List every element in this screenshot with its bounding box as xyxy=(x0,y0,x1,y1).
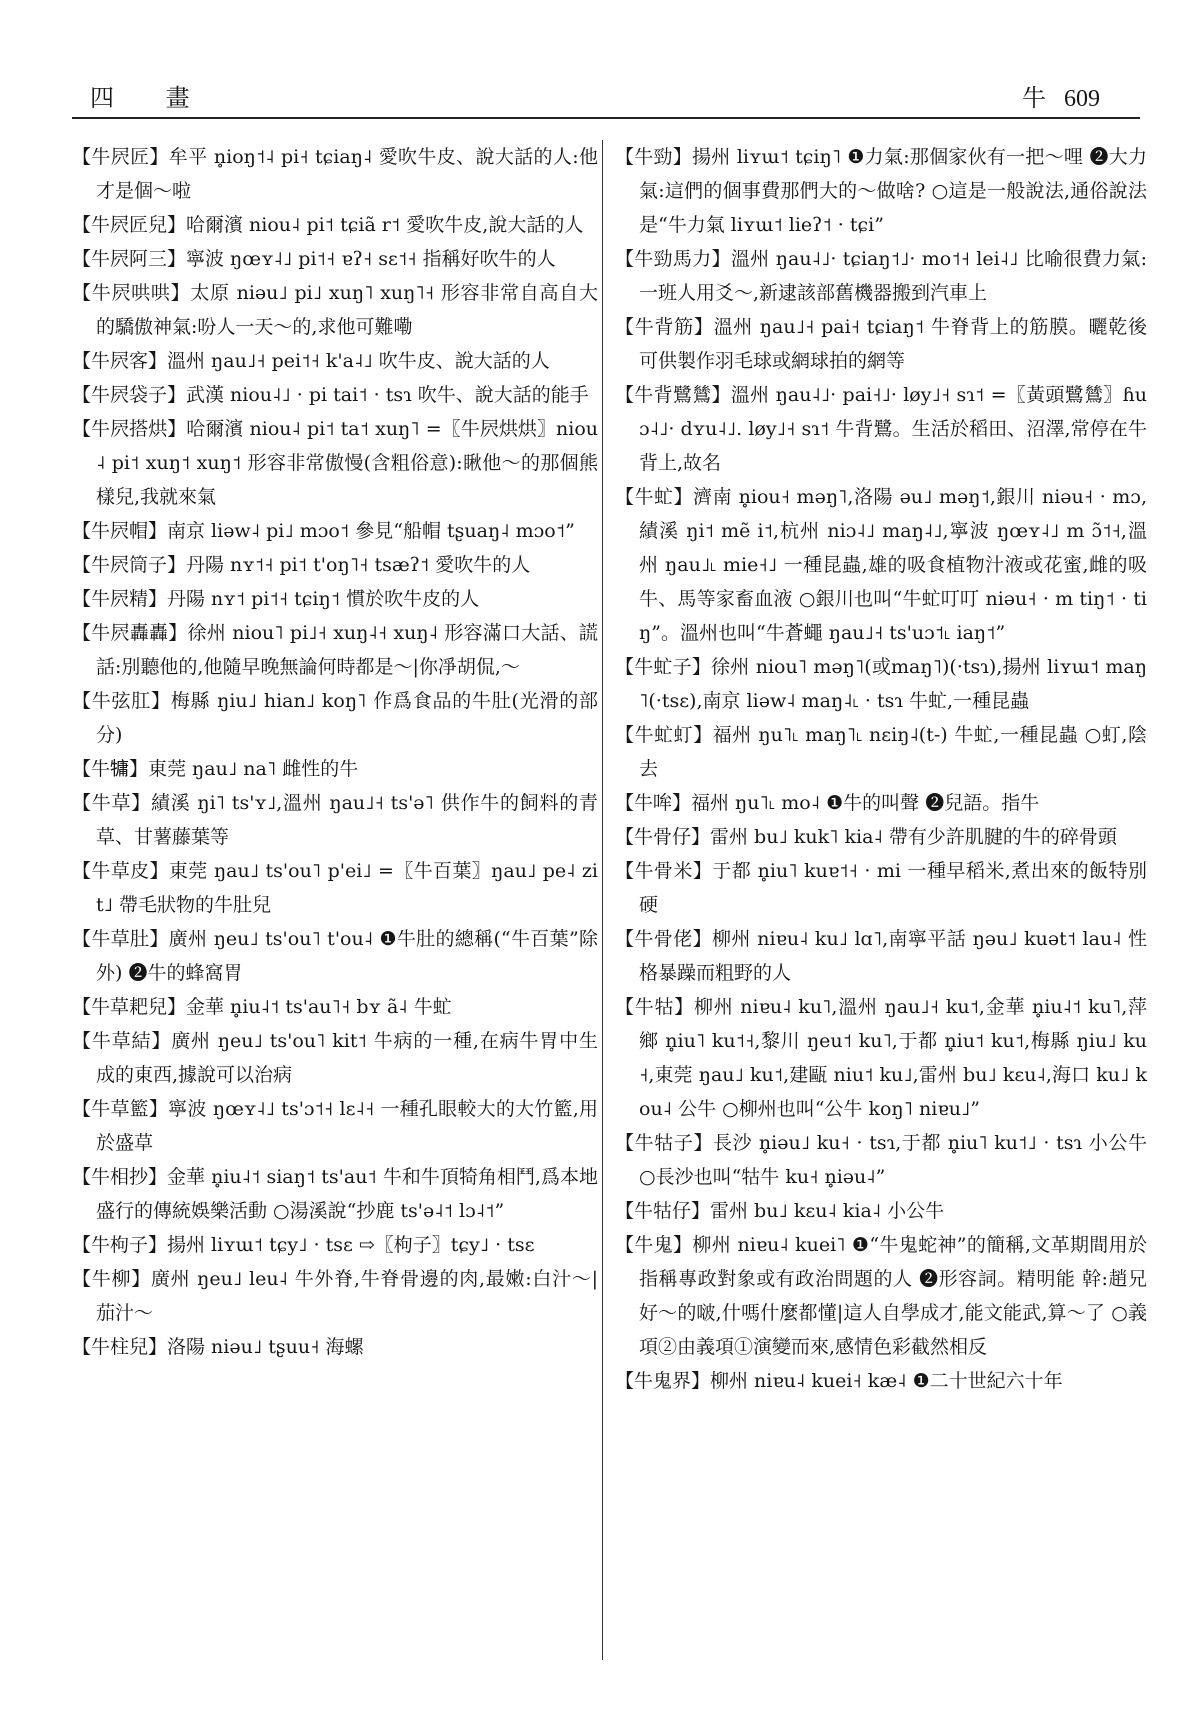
dictionary-entry: 【牛相抄】金華 n̥iu˨˦ siaŋ˦ ts'au˦ 牛和牛頂犄角相鬥,爲本地盛行的傳統娛樂活動 ○湯溪說“抄鹿 ts'ə˨˦ lɔ˨˦” xyxy=(72,1166,598,1222)
dictionary-entry: 【牛牯子】長沙 n̥iəu˩ ku˧ · tsɿ,于都 n̥iu˥ ku˦˩ · tsɿ 小公牛 ○長沙也叫“牯牛 ku˧ n̥iəu˨” xyxy=(615,1132,1147,1188)
dictionary-entry: 【牛虻】濟南 n̥iou˧ məŋ˥,洛陽 əu˩ məŋ˦,銀川 niəu˧ · mɔ,績溪 ŋi˦ mẽ i˦,杭州 niɔ˨˩ maŋ˨˩,寧波 ŋœʏ˨˩ m ɔ̃˦˧,溫州 ŋau˩˪ mie˧˩ 一種昆蟲,雄的吸食植物汁液或花蜜,雌的吸牛、馬等家畜血液 ○銀川也叫“牛虻叮叮 niəu˧ · m tiŋ˦ · tiŋ”。溫州也叫“牛蒼蠅 ŋau˩˧ ts'uɔ˦˪ iaŋ˦” xyxy=(615,486,1147,644)
dictionary-entry: 【牛骨佬】柳州 niɐu˨ ku˩ lɑ˥,南寧平話 ŋəu˩ kuət˦ lau˨ 性格暴躁而粗野的人 xyxy=(615,928,1147,984)
dictionary-entry: 【牛柳】廣州 ŋeu˩ leu˨ 牛外脊,牛脊骨邊的肉,最嫩:白汁～|茄汁～ xyxy=(72,1268,598,1324)
dictionary-entry: 【牛勁馬力】溫州 ŋau˨˩· tɕiaŋ˦˩· mo˦˧ lei˨˩ 比喻很費力氣:一班人用爻～,新逮該部舊機器搬到汽車上 xyxy=(615,248,1147,304)
left-column xyxy=(72,140,598,1364)
dictionary-entry: 【牛屄哄哄】太原 niəu˩ pi˩ xuŋ˥ xuŋ˥˧ 形容非常自高自大的驕傲神氣:吩人一天～的,求他可難嘞 xyxy=(72,282,598,338)
dictionary-entry: 【牛哞】福州 ŋu˥˪ mo˨ ❶牛的叫聲 ❷兒語。指牛 xyxy=(615,792,1040,814)
dictionary-entry: 【牛屄筒子】丹陽 nʏ˦˧ pi˦ t'oŋ˥˧ tsæʔ˦ 愛吹牛的人 xyxy=(72,554,531,576)
dictionary-entry: 【牛草結】廣州 ŋeu˩ ts'ou˥ kit˦ 牛病的一種,在病牛胃中生成的東西,據說可以治病 xyxy=(72,1030,598,1086)
page-index xyxy=(1022,78,1100,113)
dictionary-entry: 【牛牯】柳州 niɐu˨ ku˥,溫州 ŋau˩˧ ku˦,金華 n̥iu˨˦ ku˥,萍鄉 n̥iu˥ ku˦˧,黎川 ŋeu˦ ku˥,于都 n̥iu˦ ku˦,梅縣 ŋiu˩ ku˧,東莞 ŋau˩ ku˦,建甌 niu˦ ku˩,雷州 bu˩ kɛu˨,海口 ku˩ kou˨ 公牛 ○柳州也叫“公牛 koŋ˥ niɐu˩” xyxy=(615,996,1147,1120)
dictionary-entry: 【牛柱兒】洛陽 niəu˩ tʂuu˧ 海螺 xyxy=(72,1336,364,1358)
dictionary-entry: 【牛虻子】徐州 niou˥ məŋ˥(或maŋ˥)(·tsɿ),揚州 liʏɯ˦ maŋ˥(·tsɛ),南京 liəw˨ maŋ˨˪ · tsɿ 牛虻,一種昆蟲 xyxy=(615,656,1147,712)
dictionary-entry: 【牛草皮】東莞 ŋau˩ ts'ou˥ p'ei˩ =〖牛百葉〗ŋau˩ pe˨ zit˩ 帶毛狀物的牛肚兒 xyxy=(72,860,598,916)
dictionary-entry: 【牛牯仔】雷州 bu˩ kɛu˨ kia˨ 小公牛 xyxy=(615,1200,945,1222)
dictionary-entry: 【牛背鷺鷥】溫州 ŋau˨˩· pai˧˩· løy˩˧ sɿ˦ =〖黃頭鷺鷥〗ɦuɔ˨˩· dʏu˨˩. løy˩˧ sɿ˦ 牛背鷺。生活於稻田、沼澤,常停在牛背上,故名 xyxy=(615,384,1147,474)
dictionary-entry: 【牛鬼】柳州 niɐu˨ kuei˥ ❶“牛鬼蛇神”的簡稱,文革期間用於指稱專政對象或有政治問題的人 ❷形容詞。精明能 幹:趙兄好～的啵,什嗎什麼都懂|這人自學成才,能文能武,算～了 ○義項②由義項①演變而來,感情色彩截然相反 xyxy=(615,1234,1147,1358)
dictionary-entry: 【牛屄阿三】寧波 ŋœʏ˨˩ pi˦˧ ɐʔ˧ sɛ˦˧ 指稱好吹牛的人 xyxy=(72,248,556,270)
dictionary-entry: 【牛屄帽】南京 liəw˨ pi˩ mɔo˦ 參見“船帽 tʂuaŋ˨ mɔo˦” xyxy=(72,520,575,542)
dictionary-entry: 【牛屄匠】牟平 n̥ioŋ˦˨ pi˧ tɕiaŋ˨ 愛吹牛皮、說大話的人:他才是個～啦 xyxy=(72,146,598,202)
dictionary-entry: 【牛草籃】寧波 ŋœʏ˨˩ ts'ɔ˦˧ lɛ˨˧ 一種孔眼較大的大竹籃,用於盛草 xyxy=(72,1098,598,1154)
page-number: 609 xyxy=(1064,86,1100,112)
dictionary-entry: 【牛鬼界】柳州 niɐu˨ kuei˧ kæ˨ ❶二十世紀六十年 xyxy=(615,1370,1063,1392)
dictionary-entry: 【牛屄精】丹陽 nʏ˦ pi˦˧ tɕiŋ˦ 慣於吹牛皮的人 xyxy=(72,588,480,610)
section-title: 四 畫 xyxy=(90,84,212,112)
dictionary-entry: 【牛草肚】廣州 ŋeu˩ ts'ou˥ t'ou˨ ❶牛肚的總稱(“牛百葉”除外) ❷牛的蜂窩胃 xyxy=(72,928,598,984)
head-character: 牛 xyxy=(1022,84,1046,112)
dictionary-entry: 【牛草耙兒】金華 n̥iu˨˦ ts'au˥˧ bʏ ã˨ 牛虻 xyxy=(72,996,452,1018)
column-divider xyxy=(602,140,603,1660)
dictionary-entry: 【牛虻虰】福州 ŋu˥˪ maŋ˥˪ nɛiŋ˨(t-) 牛虻,一種昆蟲 ○虰,陰去 xyxy=(615,724,1147,780)
dictionary-entry: 【牛𤛑】東莞 ŋau˩ na˥ 雌性的牛 xyxy=(72,758,359,780)
dictionary-entry: 【牛草】績溪 ŋi˥ ts'ʏ˩,溫州 ŋau˩˧ ts'ə˥ 供作牛的飼料的青草、甘薯藤葉等 xyxy=(72,792,598,848)
page-header xyxy=(72,72,1128,112)
dictionary-entry: 【牛屄搭烘】哈爾濱 niou˨ pi˦ ta˦ xuŋ˥ =〖牛屄烘烘〗niou˨ pi˦ xuŋ˦ xuŋ˦ 形容非常傲慢(含粗俗意):瞅他～的那個熊樣兒,我就來氣 xyxy=(72,418,598,508)
dictionary-entry: 【牛勁】揚州 liʏɯ˦ tɕiŋ˥ ❶力氣:那個家伙有一把～哩 ❷大力氣:這們的個事費那們大的～做啥? ○這是一般說法,通俗說法是“牛力氣 liʏɯ˦ lieʔ˦ · tɕi” xyxy=(615,146,1147,236)
dictionary-entry: 【牛骨米】于都 n̥iu˥ kuɐ˦˧ · mi 一種早稻米,煮出來的飯特別硬 xyxy=(615,860,1147,916)
dictionary-entry: 【牛枸子】揚州 liʏɯ˦ tɕy˩ · tsɛ ⇨〖枸子〗tɕy˩ · tsɛ xyxy=(72,1234,535,1256)
header-rule xyxy=(72,117,1140,119)
dictionary-entry: 【牛屄客】溫州 ŋau˩˧ pei˦˧ k'a˨˩ 吹牛皮、說大話的人 xyxy=(72,350,550,372)
right-column xyxy=(615,140,1147,1398)
dictionary-entry: 【牛屄袋子】武漢 niou˨˩ · pi tai˦ · tsɿ 吹牛、說大話的能手 xyxy=(72,384,589,406)
dictionary-entry: 【牛骨仔】雷州 bu˩ kuk˥ kia˨ 帶有少許肌腱的牛的碎骨頭 xyxy=(615,826,1117,848)
dictionary-entry: 【牛屄轟轟】徐州 niou˥ pi˩˧ xuŋ˨˧ xuŋ˨ 形容滿口大話、謊話:別聽他的,他隨早晚無論何時都是～|你凈胡侃,～ xyxy=(72,622,598,678)
dictionary-entry: 【牛弦肛】梅縣 ŋiu˩ hian˩ koŋ˥ 作爲食品的牛肚(光滑的部分) xyxy=(72,690,598,746)
dictionary-entry: 【牛背筋】溫州 ŋau˩˧ pai˧ tɕiaŋ˦ 牛脊背上的筋膜。曬乾後可供製作羽毛球或網球拍的網等 xyxy=(615,316,1147,372)
dictionary-entry: 【牛屄匠兒】哈爾濱 niou˨ pi˦ tɕiã r˦ 愛吹牛皮,說大話的人 xyxy=(72,214,584,236)
